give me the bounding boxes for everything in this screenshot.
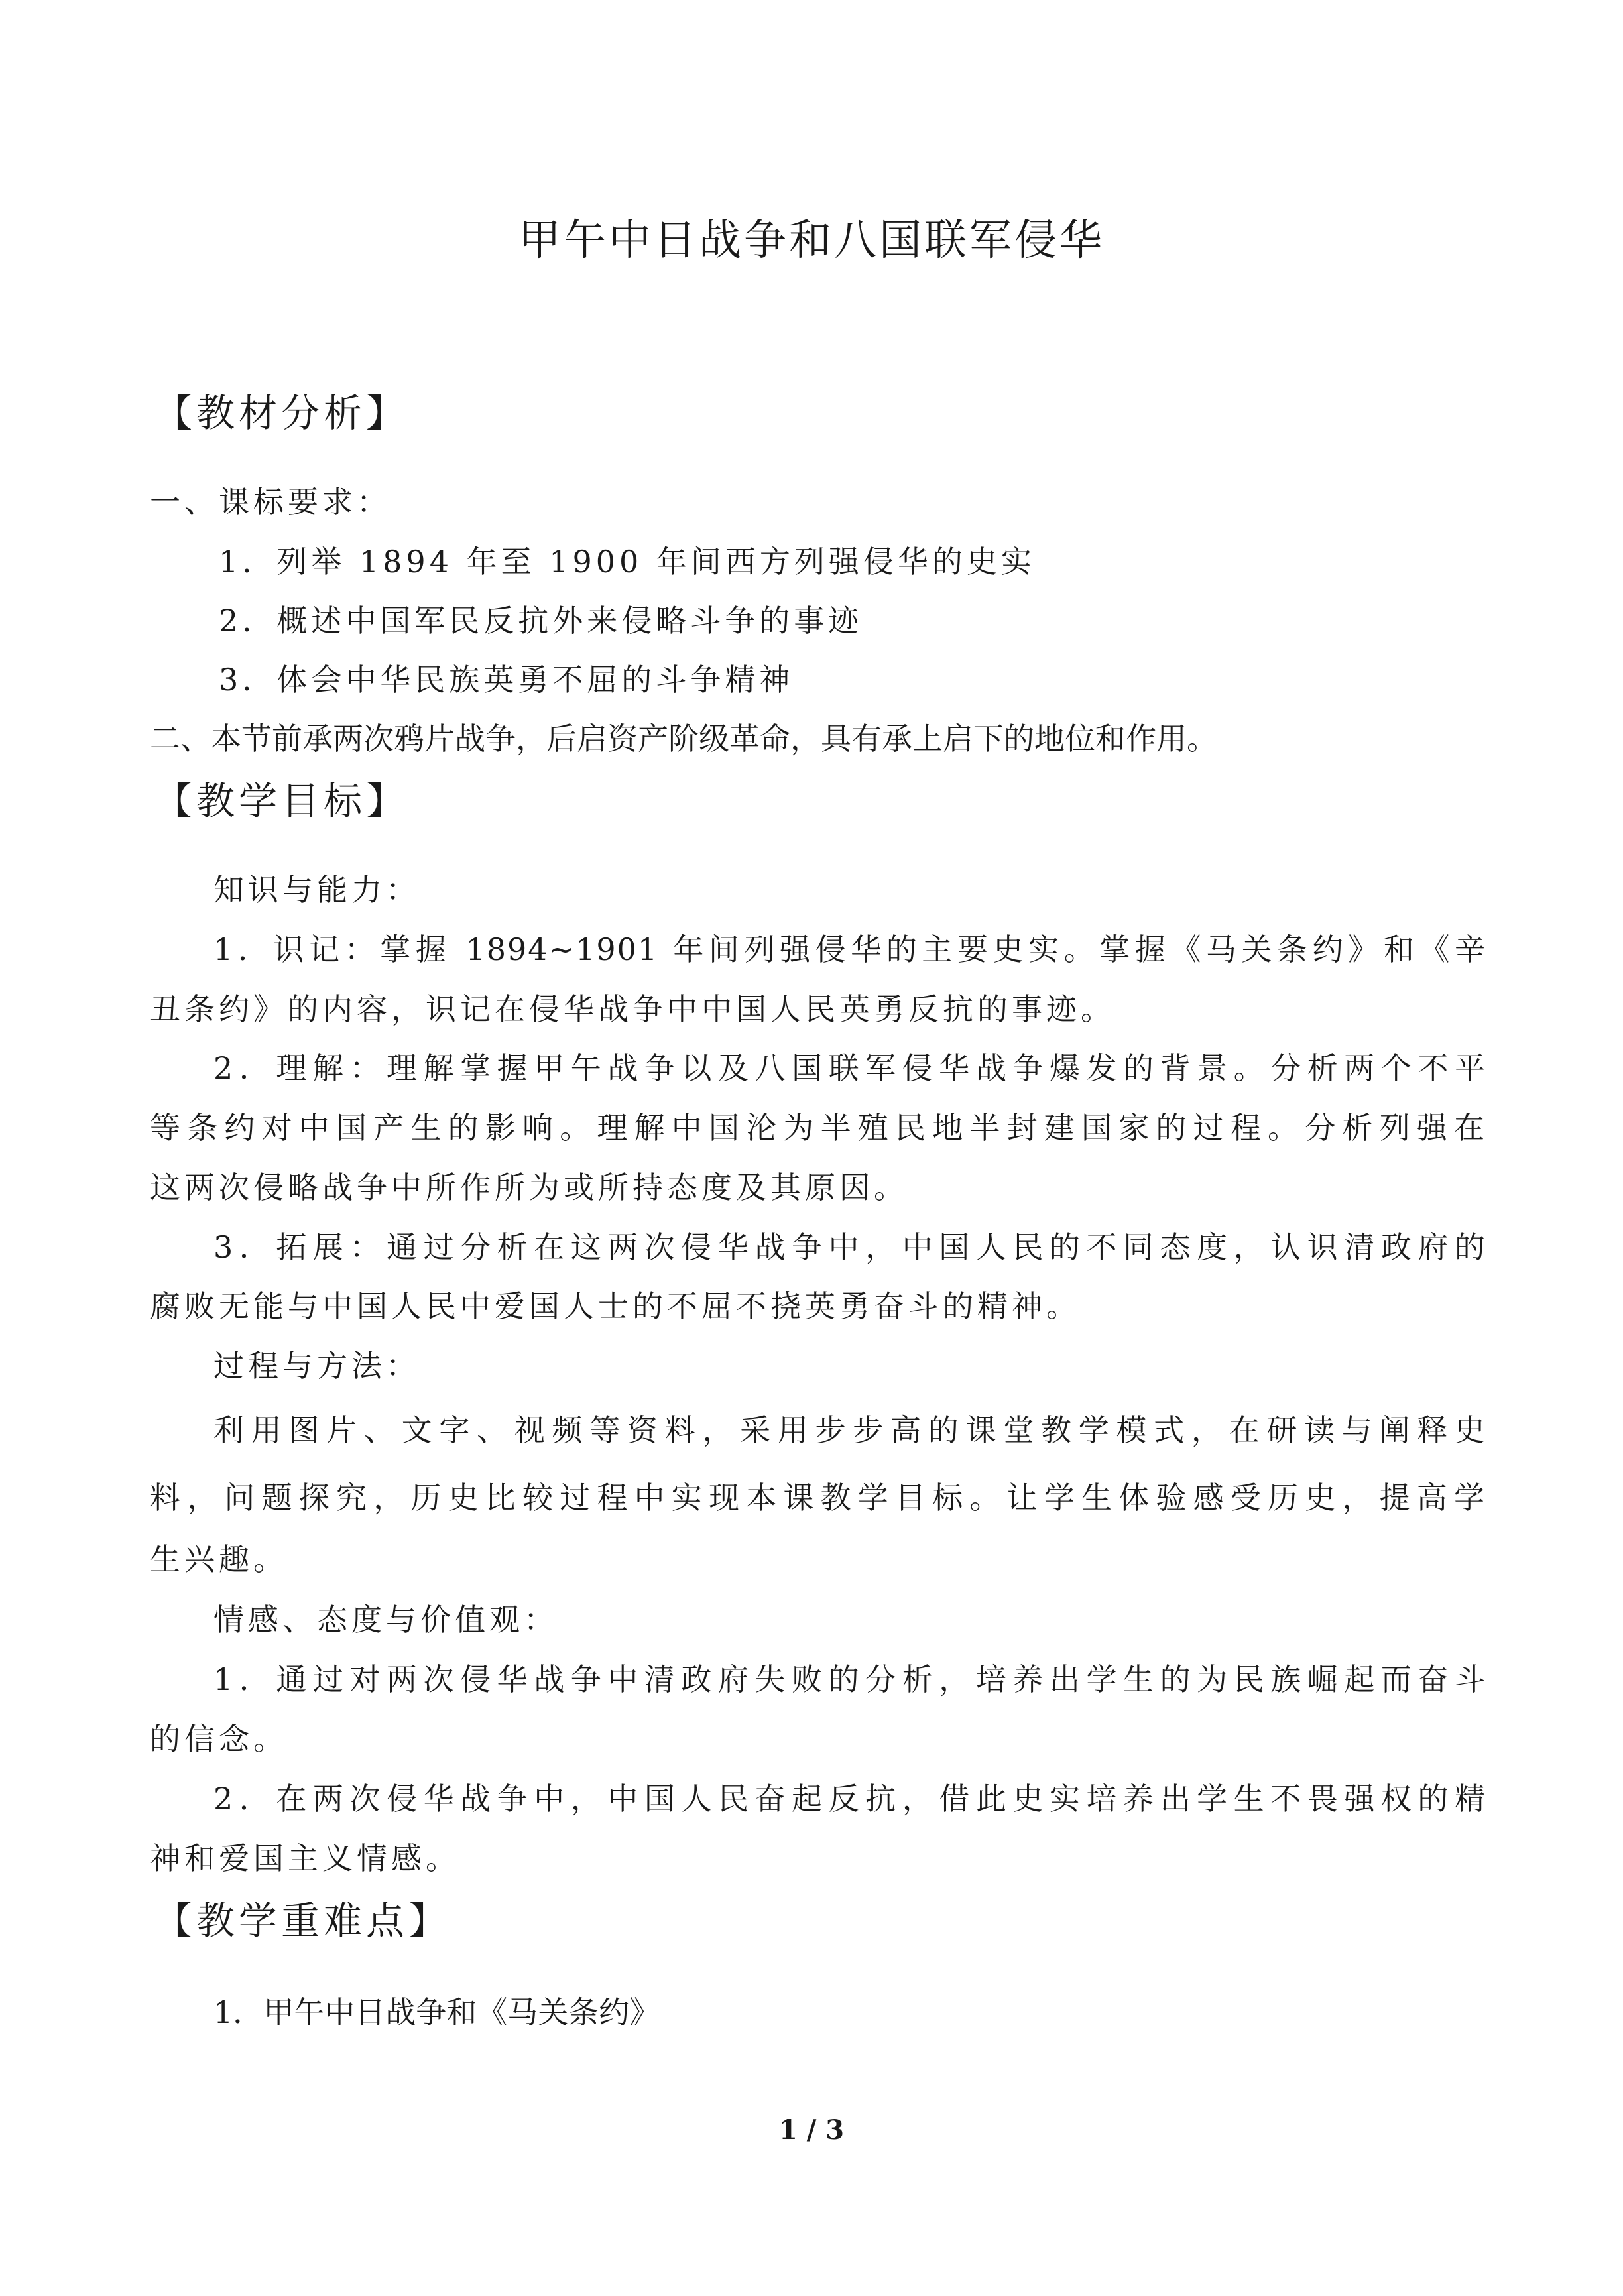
section-heading-difficulty: 【教学重难点】 (154, 1898, 451, 1943)
knowledge-item-3-line: 腐败无能与中国人民中爱国人士的不屈不挠英勇奋斗的精神。 (150, 1288, 1081, 1324)
knowledge-ability-heading: 知识与能力： (213, 872, 420, 908)
emotion-item-1-line: 的信念。 (150, 1721, 288, 1757)
section-heading-goals: 【教学目标】 (154, 778, 409, 823)
requirement-item: 1．列举 1894 年至 1900 年间西方列强侵华的史实 (219, 544, 1036, 579)
knowledge-item-2-line: 2．理解：理解掌握甲午战争以及八国联军侵华战争爆发的背景。分析两个不平 (213, 1050, 1486, 1086)
section-heading-analysis: 【教材分析】 (154, 391, 409, 436)
document-title: 甲午中日战争和八国联军侵华 (518, 216, 1105, 265)
requirement-item: 3．体会中华民族英勇不屈的斗争精神 (219, 662, 794, 697)
emotion-item-2-line: 神和爱国主义情感。 (150, 1841, 460, 1876)
knowledge-item-2-line: 这两次侵略战争中所作所为或所持态度及其原因。 (150, 1170, 908, 1205)
process-method-heading: 过程与方法： (213, 1348, 420, 1384)
process-method-line: 料，问题探究，历史比较过程中实现本课教学目标。让学生体验感受历史，提高学 (150, 1480, 1486, 1516)
section-position-statement: 二、本节前承两次鸦片战争，后启资产阶级革命，具有承上启下的地位和作用。 (150, 721, 1217, 756)
knowledge-item-1-line: 丑条约》的内容，识记在侵华战争中中国人民英勇反抗的事迹。 (150, 991, 1115, 1027)
emotion-item-2-line: 2．在两次侵华战争中，中国人民奋起反抗，借此史实培养出学生不畏强权的精 (213, 1781, 1486, 1817)
difficulty-item: 1．甲午中日战争和《马关条约》 (213, 1994, 660, 2030)
process-method-line: 生兴趣。 (150, 1541, 288, 1577)
knowledge-item-2-line: 等条约对中国产生的影响。理解中国沦为半殖民地半封建国家的过程。分析列强在 (150, 1110, 1486, 1146)
process-method-line: 利用图片、文字、视频等资料，采用步步高的课堂教学模式，在研读与阐释史 (213, 1412, 1486, 1448)
emotion-attitude-values-heading: 情感、态度与价值观： (213, 1602, 558, 1638)
knowledge-item-1-line: 1．识记：掌握 1894~1901 年间列强侵华的主要史实。掌握《马关条约》和《辛 (213, 932, 1486, 967)
curriculum-requirements-heading: 一、课标要求： (150, 484, 391, 520)
requirement-item: 2．概述中国军民反抗外来侵略斗争的事迹 (219, 603, 863, 638)
knowledge-item-3-line: 3．拓展：通过分析在这两次侵华战争中，中国人民的不同态度，认识清政府的 (213, 1229, 1486, 1265)
emotion-item-1-line: 1．通过对两次侵华战争中清政府失败的分析，培养出学生的为民族崛起而奋斗 (213, 1662, 1486, 1697)
page-number: 1 / 3 (778, 2114, 845, 2145)
